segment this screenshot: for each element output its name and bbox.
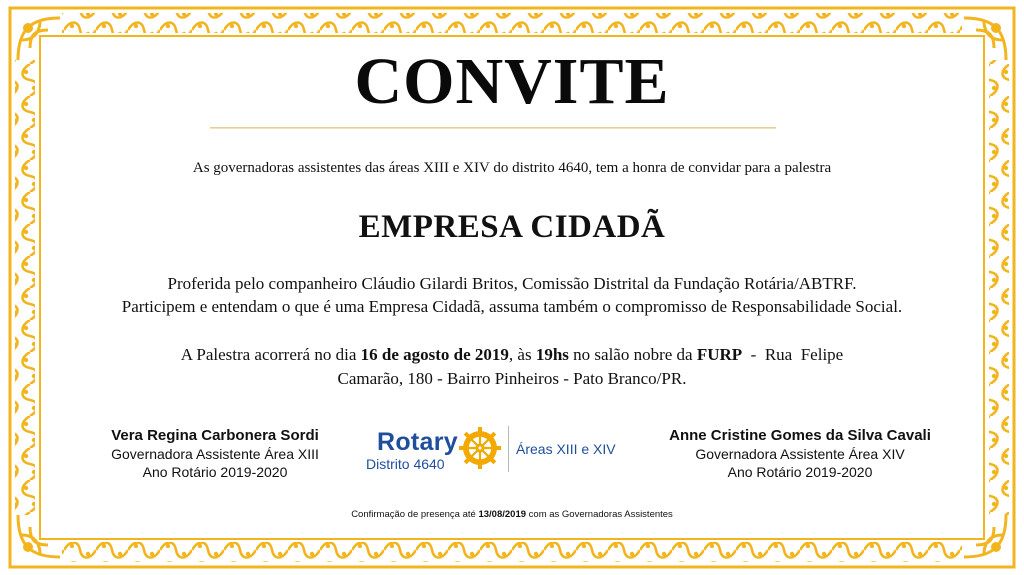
logo-divider — [508, 426, 509, 472]
signatory-left-name: Vera Regina Carbonera Sordi — [111, 427, 319, 444]
rotary-district: Distrito 4640 — [366, 456, 445, 472]
rotary-wheel-icon — [458, 426, 502, 470]
schedule-line-1 — [0, 343, 1024, 367]
schedule-address-1: - Rua Felipe — [742, 345, 844, 364]
rsvp-suffix: com as Governadoras Assistentes — [526, 509, 673, 520]
event-name: EMPRESA CIDADÃ — [358, 209, 666, 245]
rotary-logo — [362, 424, 632, 480]
rsvp-date: 13/08/2019 — [478, 509, 527, 520]
schedule-address-2: Camarão, 180 - Bairro Pinheiros - Pato Branco/PR. — [337, 369, 687, 388]
schedule-time: 19hs — [535, 345, 569, 364]
title-divider — [210, 127, 776, 129]
schedule-venue: FURP — [696, 345, 743, 364]
signatory-right-name: Anne Cristine Gomes da Silva Cavali — [669, 427, 931, 444]
signatory-right-year: Ano Rotário 2019-2020 — [727, 464, 873, 480]
signatory-right — [640, 427, 960, 481]
schedule-mid: , às — [508, 345, 536, 364]
signatory-left-year: Ano Rotário 2019-2020 — [142, 464, 288, 480]
page-title: CONVITE — [354, 45, 670, 118]
rotary-brand: Rotary — [377, 428, 458, 456]
rotary-areas: Áreas XIII e XIV — [516, 441, 616, 457]
rsvp-prefix: Confirmação de presença até — [351, 509, 479, 520]
schedule-prefix: A Palestra acorrerá no dia — [180, 345, 361, 364]
schedule-mid2: no salão nobre da — [568, 345, 697, 364]
intro-text: As governadoras assistentes das áreas XIII e XIV do distrito 4640, tem a honra de convidar para a palestra — [192, 160, 832, 176]
signatory-left-role: Governadora Assistente Área XIII — [111, 446, 319, 462]
schedule — [0, 343, 1024, 391]
description-line-1: Proferida pelo companheiro Cláudio Gilardi Britos, Comissão Distrital da Fundação Rotária/ABTRF. — [167, 274, 857, 293]
description-line-2: Participem e entendam o que é uma Empresa Cidadã, assuma também o compromisso de Responsabilidade Social. — [121, 297, 903, 316]
signatory-right-role: Governadora Assistente Área XIV — [695, 446, 905, 462]
description — [0, 272, 1024, 318]
schedule-date: 16 de agosto de 2019 — [360, 345, 509, 364]
rsvp-note — [0, 509, 1024, 520]
signatory-left — [70, 427, 360, 481]
